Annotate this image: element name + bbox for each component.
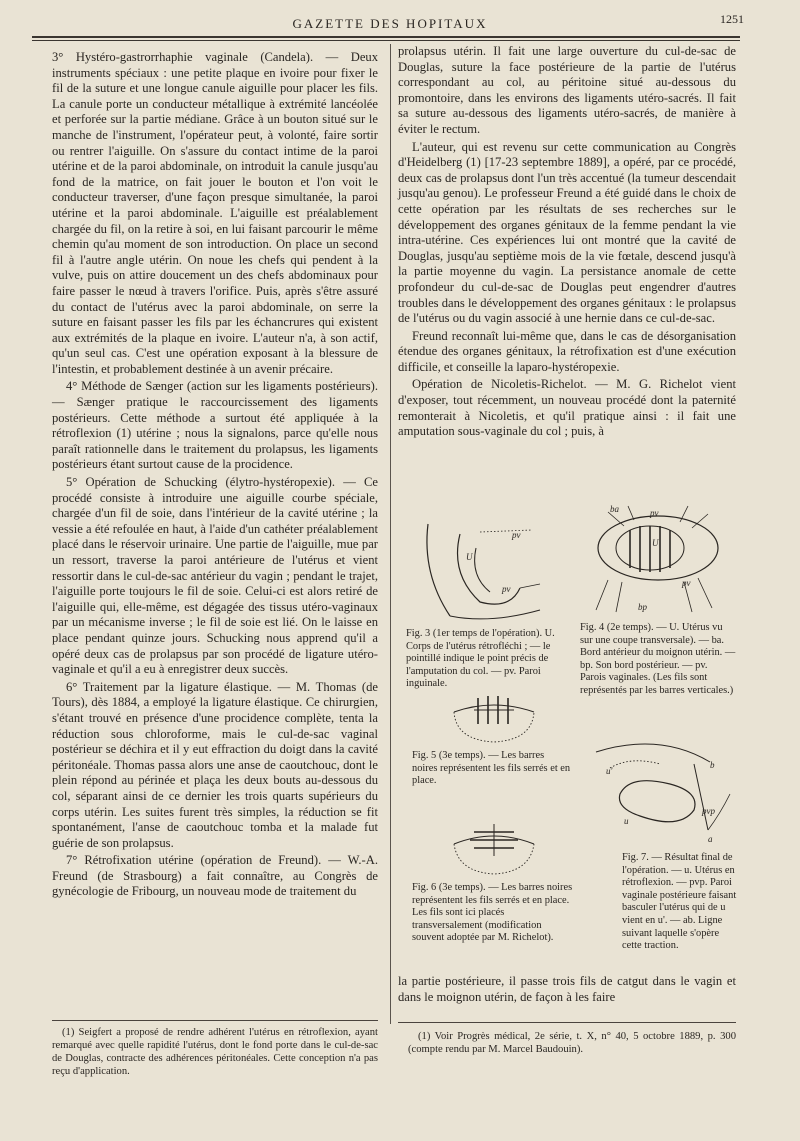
column-divider	[390, 44, 391, 1024]
paragraph-operation-schucking: 5° Opération de Schucking (élytro-hystéropexie). — Ce procédé consiste à introduire une aiguille courbe spéciale, chargée d'un fil de soie, dans l'intérieur de la cavité utérine ; la vessie a été refoulée en haut, à l'aide d'un cathéter préalablement placé dans le réservoir urinaire. Une partie de l'aiguille, mue par un ressort, traverse la paroi antérieure de l'utérus et vient ressortir dans le cul-de-sac antérieur du vagin ; pendant le trajet, l'aiguille porte toujours le fil de soie. Celui-ci est alors retiré de l'aiguille qui, elle-même, est dégagée des tissus utéro-vaginaux par un mécanisme inverse ; le fil de soie est lié. On le laisse en place pendant quinze jours. Schucking nous apprend qu'il a opéré deux cas de prolapsus par son procédé de ligature utéro-vaginale et qu'il a eu à enregistrer deux succès.	[52, 475, 378, 677]
figure-4-caption: Fig. 4 (2e temps). — U. Utérus vu sur une coupe transversale). — ba. Bord antérieur du moignon utérin. — bp. Son bord postérieur. — pv. Parois vaginales. (Les fils sont représentés par les barres verticales.)	[580, 622, 736, 696]
figure-3-drawing	[420, 514, 552, 626]
fig7-label-u-prime: u'	[606, 766, 613, 776]
figure-3-caption: Fig. 3 (1er temps de l'opération). U. Corps de l'utérus rétrofléchi ; — le pointillé indique le point précis de l'amputation du col. — pv. Paroi inguinale.	[406, 628, 555, 690]
paragraph-freund-reconnait: Freund reconnaît lui-même que, dans le cas de désorganisation étendue des organes génitaux, la rétrofixation est d'une exécution difficile, et conseille la laparo-hystéropexie.	[398, 328, 736, 374]
figure-5-caption: Fig. 5 (3e temps). — Les barres noires représentent les fils serrés et en place.	[412, 750, 571, 787]
figure-7-caption: Fig. 7. — Résultat final de l'opération. — u. Utérus en rétroflexion. — pvp. Paroi vaginale postérieure faisant basculer l'utérus qui de u vient en u'. — ab. Ligne suivant laquelle s'opère cette traction.	[622, 852, 737, 952]
page-number: 1251	[720, 12, 744, 26]
fig4-label-pv-top: pv	[650, 508, 659, 518]
right-column	[398, 44, 736, 442]
paragraph-ligature-elastique: 6° Traitement par la ligature élastique. — M. Thomas (de Tours), dès 1884, a employé la ligature élastique. Ce chirurgien, s'étant trouvé en présence d'une procidence complète, tenta la réduction sous chloroforme, mais le cul-de-sac vaginal postérieur se déchira et il y eut effraction du doigt dans la cavité péritonéale. Thomas passa alors une anse de caoutchouc, dont le plein répond au périnée et plaça les deux bouts au-dessous du col, séparant ainsi de ce dernier les trois quarts supérieurs du corps utérin. Les suites furent très simples, la réduction se fit spontanément, l'anse de caoutchouc tomba et la malade fut guérie de son prolapsus.	[52, 679, 378, 850]
fig7-label-a: a	[708, 834, 713, 844]
figure-4-drawing	[588, 500, 738, 618]
left-column	[52, 50, 378, 902]
right-column-continuation	[398, 974, 736, 1005]
page-header	[40, 12, 744, 34]
paragraph-retrofixation: 7° Rétrofixation utérine (opération de Freund). — W.-A. Freund (de Strasbourg) a fait connaître, au Congrès de gynécologie de Fribourg, un nouveau mode de traitement du	[52, 853, 378, 899]
header-rule	[32, 36, 740, 38]
fig4-label-pv-bottom: pv	[682, 578, 691, 588]
paragraph-catgut: la partie postérieure, il passe trois fils de catgut dans le vagin et dans le moignon utérin, de façon à les faire	[398, 974, 736, 1004]
paragraph-congres-heidelberg: L'auteur, qui est revenu sur cette communication au Congrès d'Heidelberg (1) [17-23 septembre 1889], a opéré, par ce procédé, deux cas de prolapsus dont l'un très accentué (la tumeur descendait jusqu'au genou). Le professeur Freund a été guidé dans le choix de cette opération par les résultats de ses recherches sur le développement des organes génitaux de la femme pendant la vie intra-utérine. Ces expériences lui ont montré que la cavité de Douglas, jusqu'au septième mois de la vie fœtale, descend jusqu'à la partie moyenne du vagin. La persistance anomale de cette profondeur du cul-de-sac de Douglas peut engendrer d'autres troubles dans le développement des organes génitaux : le prolapsus de l'utérus ou du vagin associé à une hernie dans ce cul-de-sac.	[398, 139, 736, 326]
paragraph-nicoletis-richelot: Opération de Nicoletis-Richelot. — M. G. Richelot vient d'exposer, tout récemment, un nouveau procédé dont la paternité remonterait à Nicoletis, et qu'il pratique ainsi : il fait une amputation sous-vaginale du col ; puis, à	[398, 377, 736, 439]
right-footnote	[408, 1030, 736, 1056]
fig4-label-U: U	[652, 538, 659, 548]
fig3-label-U: U	[466, 552, 473, 562]
figure-6-caption: Fig. 6 (3e temps). — Les barres noires représentent les fils serrés et en place. Les fils sont ici placés transversalement (modification souvent adoptée par M. Richelot).	[412, 882, 573, 944]
footnote-seigfert: (1) Seigfert a proposé de rendre adhérent l'utérus en rétroflexion, ayant remarqué avec quelle rapidité l'utérus, dont le fond porte dans le cul-de-sac de Douglas, contracte des adhérences péritonéales. Cette conception n'a pas reçu d'application.	[52, 1027, 378, 1077]
fig3-label-pv-bottom: pv	[502, 584, 511, 594]
paragraph-methode-saenger: 4° Méthode de Sænger (action sur les ligaments postérieurs). — Sænger pratique le raccourcissement des ligaments postérieurs. Cette méthode a surtout été appliquée à la rétroflexion (1) utérine ; nous la signalons, parce qu'elle nous paraît rationnelle dans le traitement du prolapsus, les ligaments postérieurs étant surtout cause de la procidence.	[52, 379, 378, 472]
left-footnote	[52, 1026, 378, 1078]
right-footnote-rule	[398, 1022, 736, 1023]
figure-5-drawing	[444, 690, 544, 746]
header-rule-thin	[32, 40, 740, 41]
fig3-label-pv-top: pv	[512, 530, 521, 540]
fig4-label-ba: ba	[610, 504, 619, 514]
figure-7-drawing	[590, 734, 738, 846]
journal-title: GAZETTE DES HOPITAUX	[292, 16, 488, 31]
figure-6-drawing	[444, 818, 544, 878]
fig7-label-u: u	[624, 816, 629, 826]
fig7-label-pvp: pvp	[702, 806, 715, 816]
fig7-label-b: b	[710, 760, 715, 770]
paragraph-hystero-gastrorrhaphie: 3° Hystéro-gastrorrhaphie vaginale (Candela). — Deux instruments spéciaux : une petite plaque en ivoire pour fixer le fil de la suture et une longue canule aiguille pour placer les fils. La canule porte un conducteur métallique à extrémité lancéolée et perforée sur la partie médiane. Grâce à un bouton situé sur le manche de l'instrument, l'opérateur peut, à volonté, faire sortir ou rentrer l'aiguille. On s'assure du contact intime de la paroi utérine et de la paroi abdominale, on introduit la canule jusqu'au fond de la matrice, on fait jouer le bouton et l'on voit le conducteur traverser, d'une façon presque simultanée, la paroi utérine et la paroi abdominale. L'aiguille est préalablement chargée du fil, on la retire à soi, en lui faisant parcourir le même chemin qu'au moment de son introduction. On place un second fil à l'autre angle utérin. On noue les chefs qui pendent à la vulve, puis on attire doucement un des chefs abdominaux pour faire passer le nœud à travers l'orifice. Puis, après s'être assuré du contact de l'utérus avec la paroi abdominale, on serre la suture en faisant passer les fils par les échancrures qui existent aux extrémités de la plaque en ivoire. L'auteur n'a, à son actif, qu'un seul cas. C'est une opération exposant à la blessure de l'intestin, et probablement destinée à un avenir précaire.	[52, 50, 378, 376]
paragraph-prolapsus-continued: prolapsus utérin. Il fait une large ouverture du cul-de-sac de Douglas, suture la face postérieure de la partie de l'utérus correspondant au col, au péritoine situé au-dessous du promontoire, dans les environs des ligaments utéro-sacrés. Il fait sa suture au-dessous des ligaments utéro-sacrés, de manière à éviter le rectum.	[398, 44, 736, 136]
left-footnote-rule	[52, 1020, 378, 1021]
footnote-progres-medical: (1) Voir Progrès médical, 2e série, t. X, n° 40, 5 octobre 1889, p. 300 (compte rendu par M. Marcel Baudouin).	[408, 1031, 736, 1055]
fig4-label-bp: bp	[638, 602, 647, 612]
